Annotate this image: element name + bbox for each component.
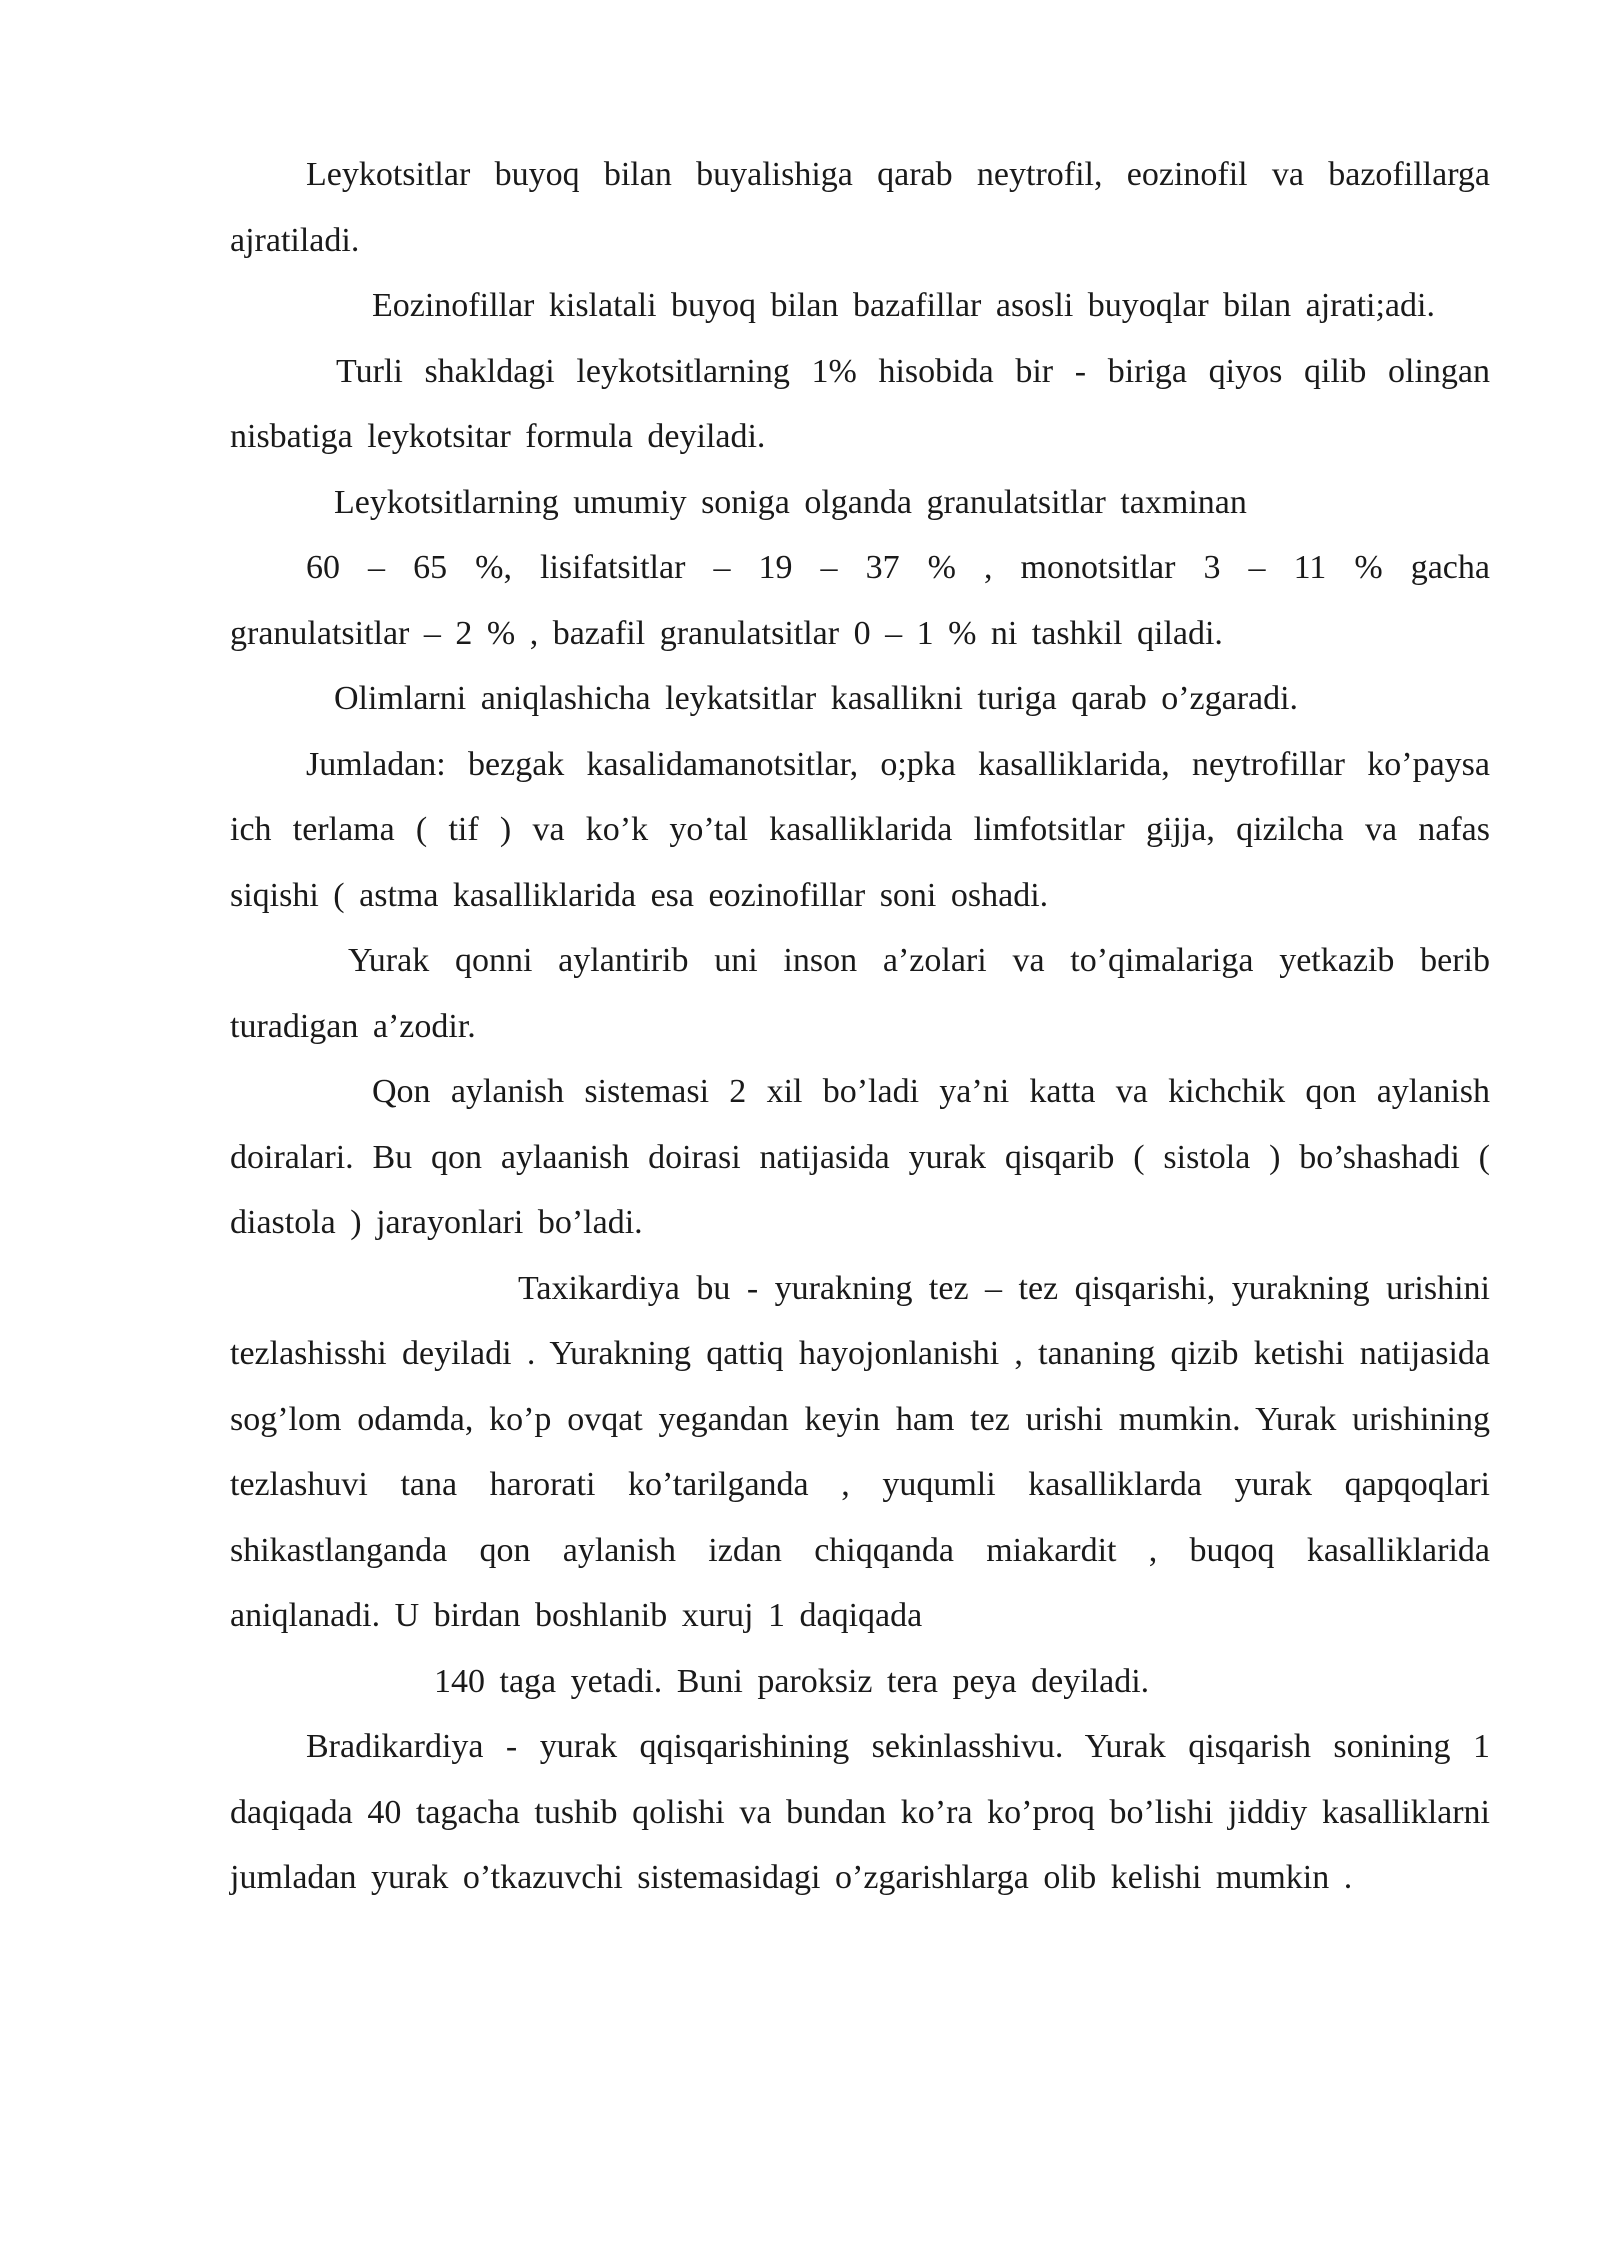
paragraph-eosinophils: Eozinofillar kislatali buyoq bilan bazafillar asosli buyoqlar bilan ajrati;adi.: [372, 287, 1435, 324]
document-body: [230, 142, 1490, 1911]
paragraph-leukocyte-staining: Leykotsitlar buyoq bilan buyalishiga qarab neytrofil, eozinofil va bazofillarga ajratiladi.: [230, 156, 1490, 259]
paragraph-paroxysm: 140 taga yetadi. Buni paroksiz tera peya deyiladi.: [434, 1662, 1150, 1700]
paragraph-heart: Yurak qonni aylantirib uni inson a’zolari va to’qimalariga yetkazib berib turadigan a’zodir.: [230, 942, 1490, 1045]
paragraph-leukocyte-count-intro: Leykotsitlarning umumiy soniga olganda granulatsitlar taxminan: [334, 483, 1247, 521]
paragraph-percentages: 60 – 65 %, lisifatsitlar – 19 – 37 % , monotsitlar 3 – 11 % gacha: [306, 549, 1490, 586]
paragraph-circulation: Qon aylanish sistemasi 2 xil bo’ladi ya’ni katta va kichchik qon aylanish doiralari. Bu qon aylaanish doirasi natijasida yurak qisqarib ( sistola ) bo’shashadi ( diastola ) jarayonlari bo’ladi.: [230, 1073, 1490, 1241]
paragraph-bradycardia: Bradikardiya - yurak qqisqarishining sekinlasshivu. Yurak qisqarish sonining 1 daqiqada 40 tagacha tushib qolishi va bundan ko’ra ko’proq bo’lishi jiddiy kasalliklarni jumladan yurak o’tkazuvchi sistemasidagi o’zgarishlarga olib kelishi mumkin .: [230, 1728, 1490, 1896]
paragraph-tachycardia: Taxikardiya bu - yurakning tez – tez qisqarishi, yurakning urishini tezlashisshi deyiladi . Yurakning qattiq hayojonlanishi , tananing qizib ketishi natijasida sog’lom odamda, ko’p ovqat yegandan keyin ham tez urishi mumkin. Yurak urishining tezlashuvi tana harorati ko’tarilganda , yuqumli kasalliklarda yurak qapqoqlari shikastlanganda qon aylanish izdan chiqqanda miakardit , buqoq kasalliklarida aniqlanadi. U birdan boshlanib xuruj 1 daqiqada: [230, 1269, 1490, 1634]
paragraph-scientists: Olimlarni aniqlashicha leykatsitlar kasallikni turiga qarab o’zgaradi.: [334, 680, 1299, 717]
paragraph-granulocytes: granulatsitlar – 2 % , bazafil granulatsitlar 0 – 1 % ni tashkil qiladi.: [230, 614, 1223, 652]
paragraph-diseases: Jumladan: bezgak kasalidamanotsitlar, o;pka kasalliklarida, neytrofillar ko’paysa ich terlama ( tif ) va ko’k yo’tal kasalliklarida limfotsitlar gijja, qizilcha va nafas siqishi ( astma kasalliklarida esa eozinofillar soni oshadi.: [230, 745, 1490, 914]
paragraph-leukocyte-formula: Turli shakldagi leykotsitlarning 1% hisobida bir - biriga qiyos qilib olingan nisbatiga leykotsitar formula deyiladi.: [230, 352, 1490, 455]
